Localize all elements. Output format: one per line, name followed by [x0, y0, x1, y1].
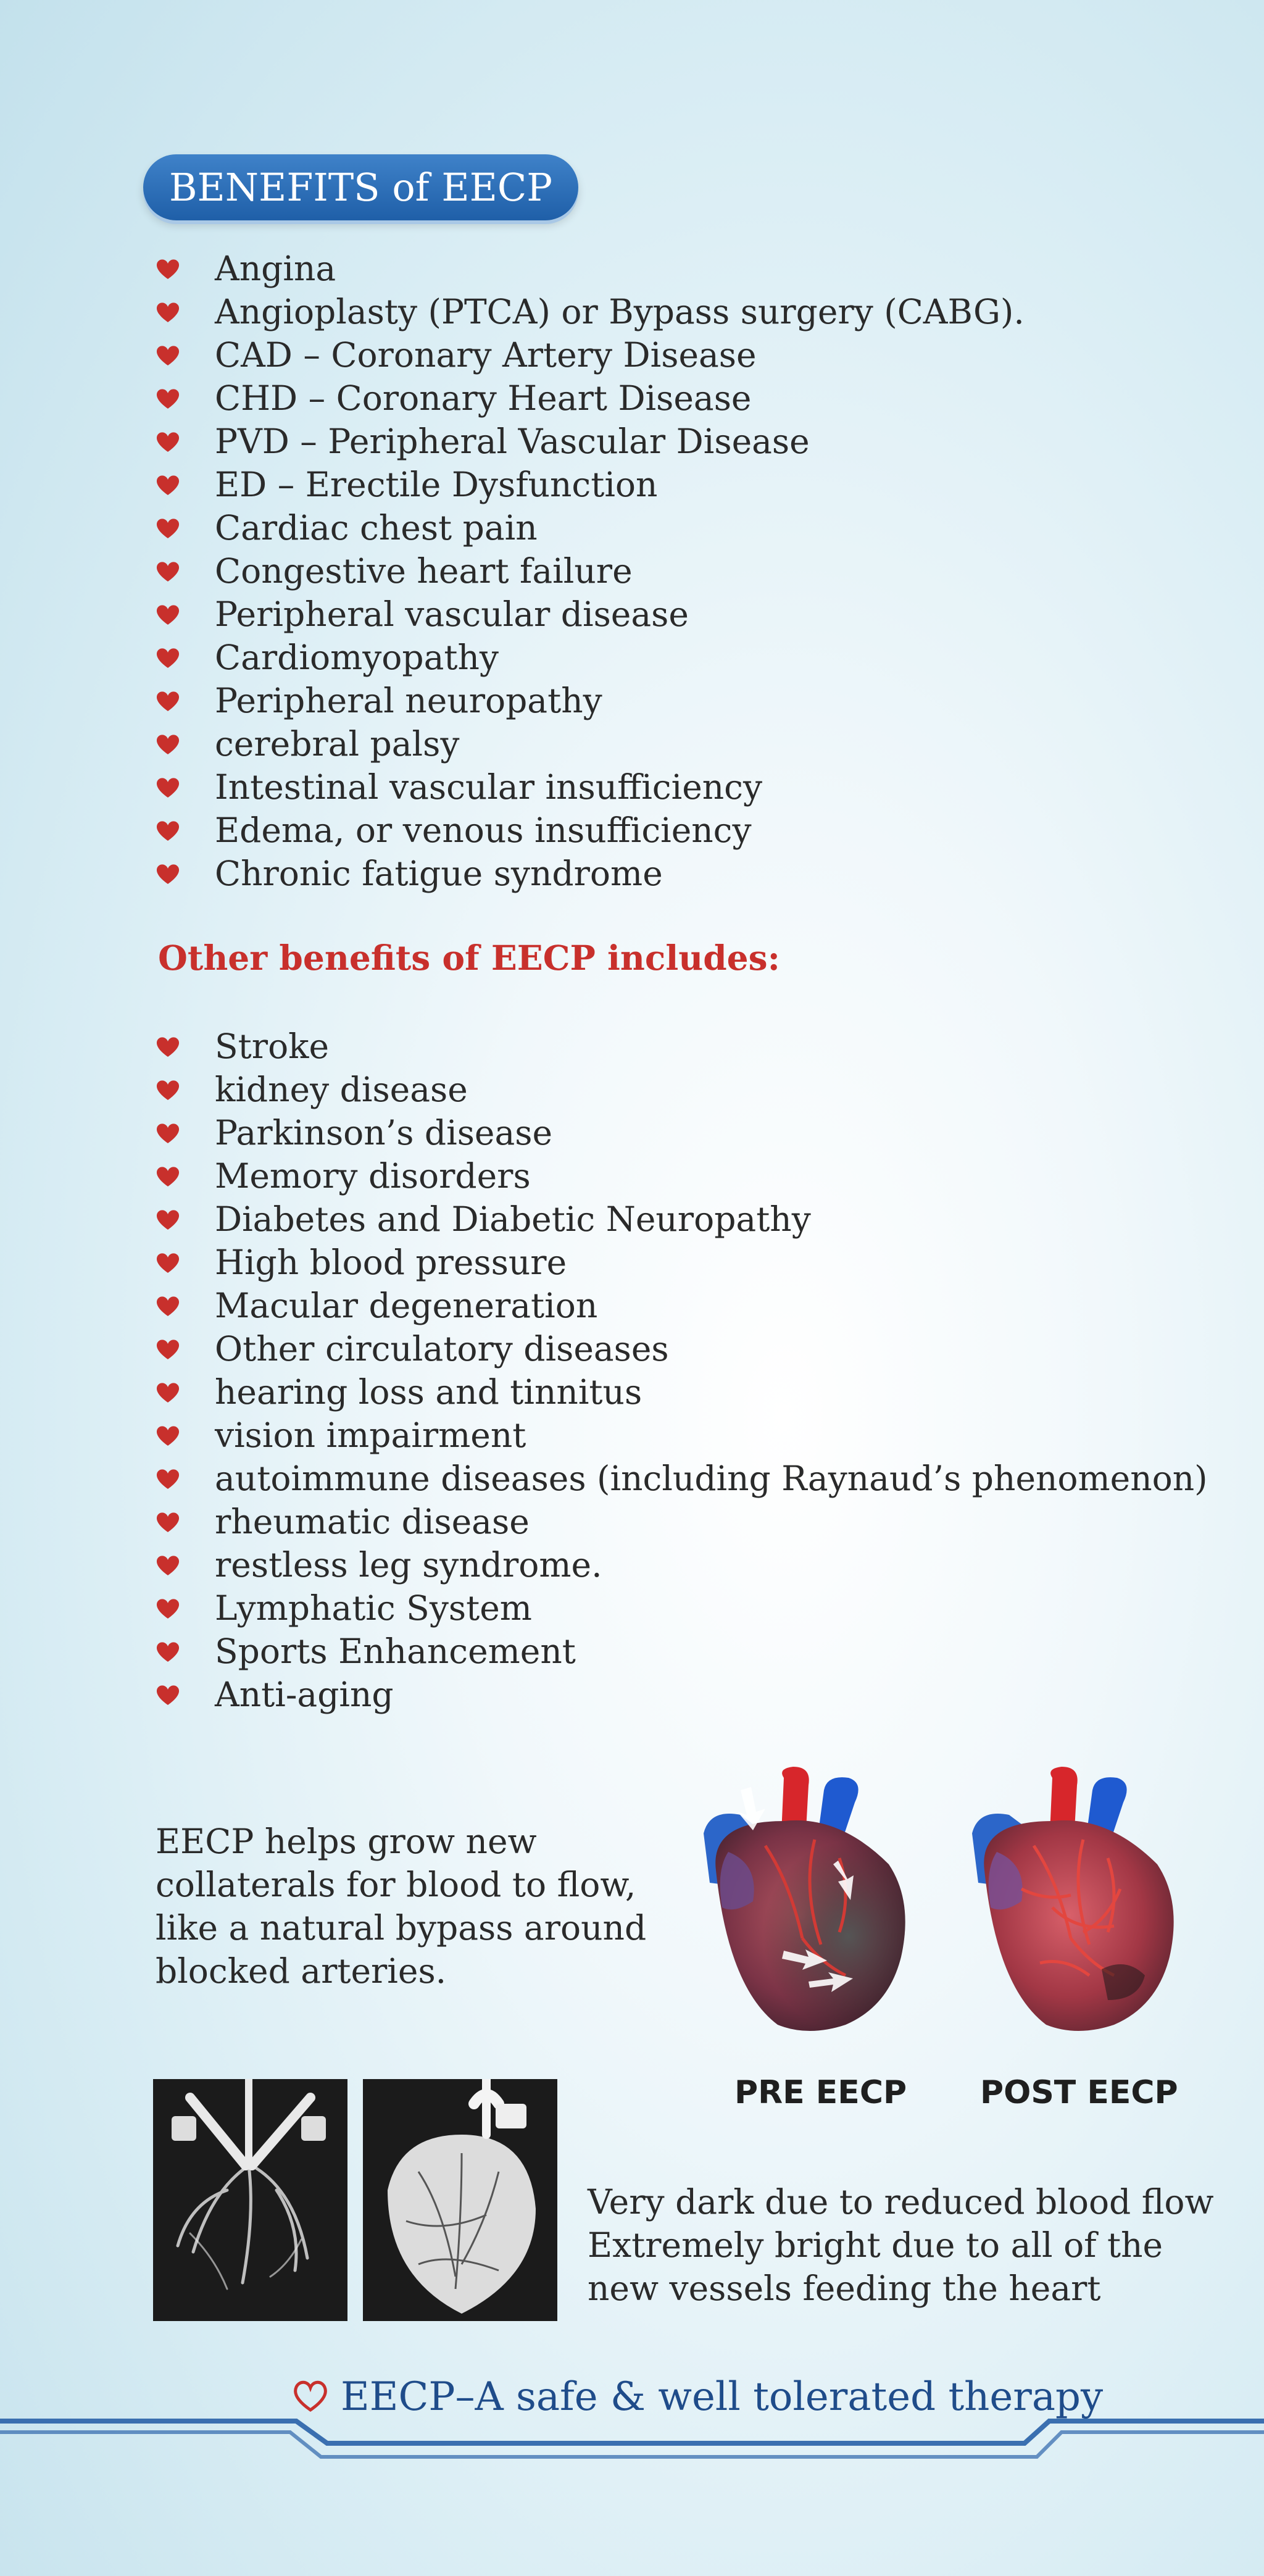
list-item-text: restless leg syndrome.	[215, 1545, 602, 1585]
list-item-text: hearing loss and tinnitus	[215, 1372, 642, 1412]
list-item-text: PVD – Peripheral Vascular Disease	[215, 422, 810, 461]
heart-icon	[156, 1252, 180, 1274]
heart-icon	[156, 561, 180, 583]
collateral-line: EECP helps grow new	[156, 1822, 537, 1861]
list-item-text: Parkinson’s disease	[215, 1113, 553, 1153]
list-item-text: Angina	[215, 249, 336, 288]
list-item-text: Angioplasty (PTCA) or Bypass surgery (CABG).	[215, 292, 1025, 331]
collateral-paragraph	[156, 1820, 646, 1993]
heart-icon	[156, 1295, 180, 1317]
heart-icon	[156, 474, 180, 496]
list-item-text: autoimmune diseases (including Raynaud’s phenomenon)	[215, 1459, 1208, 1498]
list-item-text: CHD – Coronary Heart Disease	[215, 378, 752, 418]
list-item-text: Cardiomyopathy	[215, 638, 499, 677]
heart-icon	[156, 1165, 180, 1188]
heart-icon	[156, 1382, 180, 1404]
heart-icon	[156, 777, 180, 799]
note-line: Very dark due to reduced blood flow	[588, 2182, 1214, 2222]
list-item-text: Sports Enhancement	[215, 1632, 576, 1671]
post-eecp-label: POST EECP	[980, 2074, 1178, 2111]
heart-icon	[156, 1122, 180, 1144]
heart-icon	[156, 1209, 180, 1231]
list-item-text: kidney disease	[215, 1070, 468, 1109]
list-item-text: Lymphatic System	[215, 1588, 532, 1628]
list-item-text: Chronic fatigue syndrome	[215, 854, 663, 893]
collateral-line: collaterals for blood to flow,	[156, 1865, 636, 1904]
list-item-text: Stroke	[215, 1027, 330, 1066]
list-item-text: Peripheral vascular disease	[215, 594, 689, 634]
heart-icon	[156, 863, 180, 885]
heart-icon	[156, 1598, 180, 1620]
list-item-text: Macular degeneration	[215, 1286, 598, 1325]
note-line: Extremely bright due to all of the	[588, 2225, 1163, 2265]
collateral-line: blocked arteries.	[156, 1951, 447, 1991]
heart-icon	[156, 431, 180, 453]
footer-tagline: EECP–A safe & well tolerated therapy	[341, 2374, 1104, 2420]
collateral-line: like a natural bypass around	[156, 1908, 647, 1948]
heart-icon	[156, 1641, 180, 1663]
heart-icon	[156, 604, 180, 626]
pre-eecp-heart-image	[691, 1765, 926, 2043]
list-item-text: Intestinal vascular insufficiency	[215, 767, 763, 807]
heart-icon	[156, 1554, 180, 1577]
heart-icon	[156, 388, 180, 410]
pre-angiogram-image	[153, 2079, 347, 2321]
heart-icon	[156, 1511, 180, 1533]
list-item-text: Cardiac chest pain	[215, 508, 538, 548]
heart-icon	[156, 517, 180, 540]
list-item-text: High blood pressure	[215, 1243, 567, 1282]
heart-icon	[156, 1425, 180, 1447]
heart-icon	[156, 1468, 180, 1490]
pre-eecp-label: PRE EECP	[734, 2074, 907, 2111]
note-line: new vessels feeding the heart	[588, 2269, 1101, 2308]
list-item-text: vision impairment	[215, 1415, 526, 1455]
post-eecp-heart-image	[960, 1765, 1194, 2043]
heart-icon	[156, 1036, 180, 1058]
benefits-title: BENEFITS of EECP	[143, 154, 578, 220]
list-item-text: Anti-aging	[215, 1675, 394, 1714]
heart-icon	[156, 301, 180, 323]
other-benefits-heading: Other benefits of EECP includes:	[158, 938, 780, 978]
footer-divider	[0, 2407, 1264, 2475]
post-angiogram-image	[363, 2079, 557, 2321]
list-item-text: Diabetes and Diabetic Neuropathy	[215, 1199, 811, 1239]
list-item-text: Peripheral neuropathy	[215, 681, 602, 720]
list-item-text: ED – Erectile Dysfunction	[215, 465, 658, 504]
list-item-text: cerebral palsy	[215, 724, 460, 764]
heart-icon	[156, 733, 180, 756]
list-item-text: CAD – Coronary Artery Disease	[215, 335, 757, 375]
angiogram-notes	[588, 2180, 1214, 2310]
heart-icon	[156, 258, 180, 280]
heart-icon	[156, 1338, 180, 1361]
list-item-text: Edema, or venous insufficiency	[215, 811, 752, 850]
heart-icon	[156, 344, 180, 367]
heart-icon	[156, 1684, 180, 1706]
heart-icon	[156, 690, 180, 712]
heart-icon	[156, 820, 180, 842]
list-item-text: rheumatic disease	[215, 1502, 530, 1541]
list-item-text: Congestive heart failure	[215, 551, 633, 591]
heart-icon	[156, 647, 180, 669]
list-item-text: Other circulatory diseases	[215, 1329, 669, 1369]
list-item-text: Memory disorders	[215, 1156, 531, 1196]
heart-icon	[156, 1079, 180, 1101]
